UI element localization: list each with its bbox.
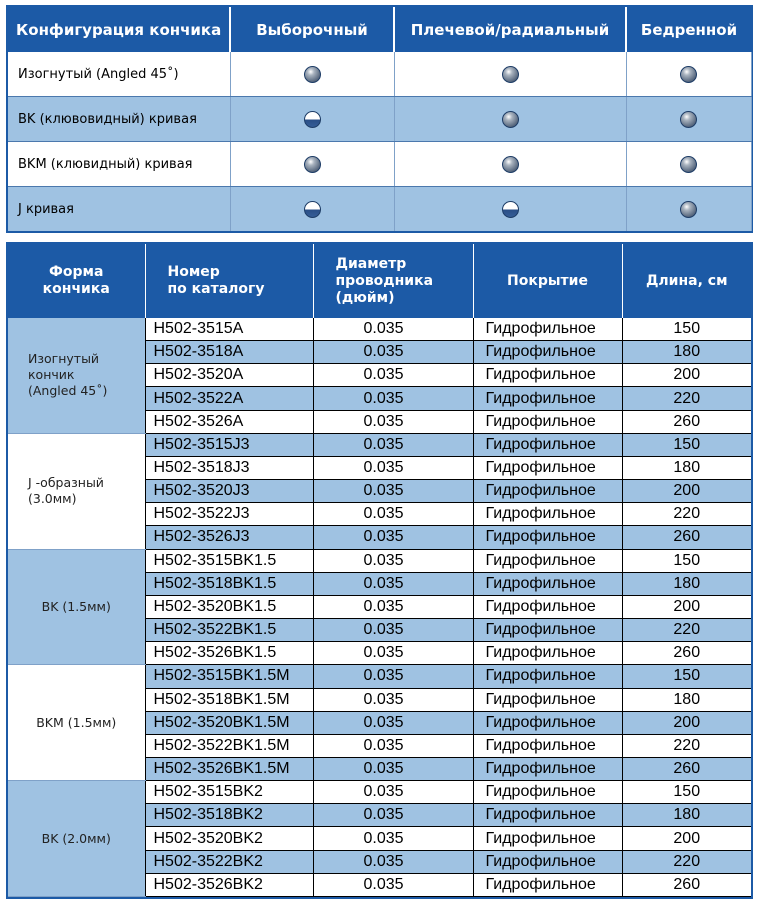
diameter-cell: 0.035 (313, 456, 473, 479)
coating-cell: Гидрофильное (473, 433, 622, 456)
tip-shape-label-line: (3.0мм) (28, 491, 77, 507)
coating-cell: Гидрофильное (473, 781, 622, 804)
table-row (8, 665, 751, 688)
tip-shape-label-line: кончик (28, 367, 75, 383)
catalog-number-cell: H502-3515J3 (145, 433, 313, 456)
compatibility-table (8, 7, 752, 231)
half-filled-circle-icon (304, 111, 321, 128)
length-cell: 200 (622, 595, 751, 618)
header-tip-shape-line: Форма (49, 264, 104, 280)
filled-circle-icon (680, 66, 697, 83)
length-cell: 260 (622, 526, 751, 549)
half-filled-circle-icon (304, 201, 321, 218)
compatibility-cell (230, 142, 394, 187)
header-tip-shape (8, 244, 145, 318)
tip-config-label: BK (клювовидный) кривая (8, 97, 230, 142)
coating-cell: Гидрофильное (473, 410, 622, 433)
catalog-header-row (8, 244, 751, 318)
header-catalog-number (145, 244, 313, 318)
catalog-number-cell: H502-3518BK1.5 (145, 572, 313, 595)
coating-cell: Гидрофильное (473, 873, 622, 896)
length-cell: 220 (622, 503, 751, 526)
coating-cell: Гидрофильное (473, 595, 622, 618)
catalog-number-cell: H502-3515BK1.5M (145, 665, 313, 688)
length-cell: 180 (622, 804, 751, 827)
length-cell: 150 (622, 549, 751, 572)
length-cell: 150 (622, 665, 751, 688)
catalog-number-cell: H502-3518A (145, 341, 313, 364)
compatibility-row (8, 142, 751, 187)
length-cell: 260 (622, 873, 751, 896)
tip-shape-group-label (8, 665, 145, 781)
diameter-cell: 0.035 (313, 711, 473, 734)
compatibility-cell (626, 97, 751, 142)
length-cell: 150 (622, 433, 751, 456)
catalog-number-cell: H502-3522J3 (145, 503, 313, 526)
filled-circle-icon (502, 156, 519, 173)
diameter-cell: 0.035 (313, 665, 473, 688)
tip-shape-group-label (8, 433, 145, 549)
header-length: Длина, см (622, 244, 751, 318)
tip-config-label: J кривая (8, 187, 230, 232)
catalog-number-cell: H502-3526BK2 (145, 873, 313, 896)
filled-circle-icon (680, 156, 697, 173)
compatibility-row (8, 52, 751, 97)
length-cell: 220 (622, 734, 751, 757)
header-diameter-line: проводника (335, 272, 434, 289)
diameter-cell: 0.035 (313, 503, 473, 526)
filled-circle-icon (304, 156, 321, 173)
tip-shape-label-line: J -образный (28, 475, 104, 491)
tip-shape-group-label (8, 549, 145, 665)
coating-cell: Гидрофильное (473, 665, 622, 688)
coating-cell: Гидрофильное (473, 619, 622, 642)
header-diameter (313, 244, 473, 318)
coating-cell: Гидрофильное (473, 480, 622, 503)
filled-circle-icon (502, 66, 519, 83)
diameter-cell: 0.035 (313, 549, 473, 572)
header-selective: Выборочный (230, 7, 394, 52)
diameter-cell: 0.035 (313, 480, 473, 503)
header-catalog-line: по каталогу (167, 281, 265, 297)
filled-circle-icon (502, 111, 519, 128)
header-coating: Покрытие (473, 244, 622, 318)
length-cell: 220 (622, 619, 751, 642)
compatibility-cell (394, 97, 626, 142)
coating-cell: Гидрофильное (473, 711, 622, 734)
coating-cell: Гидрофильное (473, 387, 622, 410)
diameter-cell: 0.035 (313, 410, 473, 433)
diameter-cell: 0.035 (313, 781, 473, 804)
coating-cell: Гидрофильное (473, 804, 622, 827)
compatibility-cell (230, 187, 394, 232)
coating-cell: Гидрофильное (473, 642, 622, 665)
compatibility-cell (394, 52, 626, 97)
catalog-number-cell: H502-3518J3 (145, 456, 313, 479)
tip-shape-group-label (8, 318, 145, 433)
catalog-number-cell: H502-3520J3 (145, 480, 313, 503)
coating-cell: Гидрофильное (473, 734, 622, 757)
diameter-cell: 0.035 (313, 619, 473, 642)
length-cell: 180 (622, 688, 751, 711)
diameter-cell: 0.035 (313, 757, 473, 780)
coating-cell: Гидрофильное (473, 526, 622, 549)
catalog-number-cell: H502-3522BK2 (145, 850, 313, 873)
length-cell: 260 (622, 642, 751, 665)
catalog-number-cell: H502-3522BK1.5 (145, 619, 313, 642)
compatibility-cell (230, 52, 394, 97)
tip-shape-label-line: BK (2.0мм) (41, 830, 111, 846)
catalog-number-cell: H502-3520A (145, 364, 313, 387)
header-tip-shape-line: кончика (42, 281, 110, 297)
header-diameter-line: (дюйм) (335, 289, 395, 306)
tip-shape-label-line: Изогнутый (28, 351, 100, 367)
length-cell: 200 (622, 364, 751, 387)
compatibility-row (8, 97, 751, 142)
length-cell: 180 (622, 456, 751, 479)
length-cell: 150 (622, 781, 751, 804)
table-row (8, 781, 751, 804)
catalog-number-cell: H502-3518BK2 (145, 804, 313, 827)
length-cell: 260 (622, 410, 751, 433)
compatibility-cell (626, 187, 751, 232)
table-row (8, 318, 751, 341)
header-diameter-line: Диаметр (335, 255, 407, 272)
coating-cell: Гидрофильное (473, 572, 622, 595)
diameter-cell: 0.035 (313, 595, 473, 618)
filled-circle-icon (680, 201, 697, 218)
filled-circle-icon (680, 111, 697, 128)
coating-cell: Гидрофильное (473, 549, 622, 572)
catalog-number-cell: H502-3522A (145, 387, 313, 410)
diameter-cell: 0.035 (313, 642, 473, 665)
diameter-cell: 0.035 (313, 734, 473, 757)
compatibility-header-row (8, 7, 751, 52)
coating-cell: Гидрофильное (473, 364, 622, 387)
diameter-cell: 0.035 (313, 827, 473, 850)
diameter-cell: 0.035 (313, 873, 473, 896)
coating-cell: Гидрофильное (473, 341, 622, 364)
catalog-table (8, 244, 751, 897)
catalog-number-cell: H502-3526BK1.5M (145, 757, 313, 780)
coating-cell: Гидрофильное (473, 318, 622, 341)
catalog-number-cell: H502-3515BK1.5 (145, 549, 313, 572)
length-cell: 200 (622, 711, 751, 734)
compatibility-row (8, 187, 751, 232)
length-cell: 200 (622, 827, 751, 850)
tip-shape-label-line: BK (1.5мм) (41, 598, 111, 614)
compatibility-cell (394, 142, 626, 187)
coating-cell: Гидрофильное (473, 850, 622, 873)
diameter-cell: 0.035 (313, 850, 473, 873)
catalog-number-cell: H502-3518BK1.5M (145, 688, 313, 711)
header-femoral: Бедренной (626, 7, 751, 52)
catalog-number-cell: H502-3520BK1.5M (145, 711, 313, 734)
catalog-number-cell: H502-3515A (145, 318, 313, 341)
length-cell: 220 (622, 850, 751, 873)
catalog-number-cell: H502-3526BK1.5 (145, 642, 313, 665)
catalog-number-cell: H502-3520BK1.5 (145, 595, 313, 618)
length-cell: 180 (622, 572, 751, 595)
tip-config-label: BKM (клювидный) кривая (8, 142, 230, 187)
compatibility-cell (626, 142, 751, 187)
diameter-cell: 0.035 (313, 688, 473, 711)
filled-circle-icon (304, 66, 321, 83)
coating-cell: Гидрофильное (473, 827, 622, 850)
catalog-number-cell: H502-3526A (145, 410, 313, 433)
length-cell: 180 (622, 341, 751, 364)
catalog-number-cell: H502-3522BK1.5M (145, 734, 313, 757)
coating-cell: Гидрофильное (473, 503, 622, 526)
length-cell: 220 (622, 387, 751, 410)
length-cell: 150 (622, 318, 751, 341)
coating-cell: Гидрофильное (473, 456, 622, 479)
coating-cell: Гидрофильное (473, 757, 622, 780)
diameter-cell: 0.035 (313, 387, 473, 410)
tip-shape-label-line: BKM (1.5мм) (36, 714, 117, 730)
diameter-cell: 0.035 (313, 804, 473, 827)
compatibility-cell (626, 52, 751, 97)
diameter-cell: 0.035 (313, 526, 473, 549)
tip-config-label: Изогнутый (Angled 45˚) (8, 52, 230, 97)
diameter-cell: 0.035 (313, 572, 473, 595)
diameter-cell: 0.035 (313, 364, 473, 387)
half-filled-circle-icon (502, 201, 519, 218)
header-tip-config: Конфигурация кончика (8, 7, 230, 52)
coating-cell: Гидрофильное (473, 688, 622, 711)
diameter-cell: 0.035 (313, 341, 473, 364)
catalog-number-cell: H502-3520BK2 (145, 827, 313, 850)
compatibility-cell (394, 187, 626, 232)
tip-shape-label-line: (Angled 45˚) (28, 383, 108, 399)
length-cell: 200 (622, 480, 751, 503)
tip-shape-group-label (8, 781, 145, 897)
catalog-number-cell: H502-3526J3 (145, 526, 313, 549)
table-row (8, 549, 751, 572)
diameter-cell: 0.035 (313, 318, 473, 341)
header-catalog-line: Номер (167, 264, 220, 280)
table-row (8, 433, 751, 456)
compatibility-cell (230, 97, 394, 142)
header-brachial-radial: Плечевой/радиальный (394, 7, 626, 52)
diameter-cell: 0.035 (313, 433, 473, 456)
catalog-number-cell: H502-3515BK2 (145, 781, 313, 804)
length-cell: 260 (622, 757, 751, 780)
